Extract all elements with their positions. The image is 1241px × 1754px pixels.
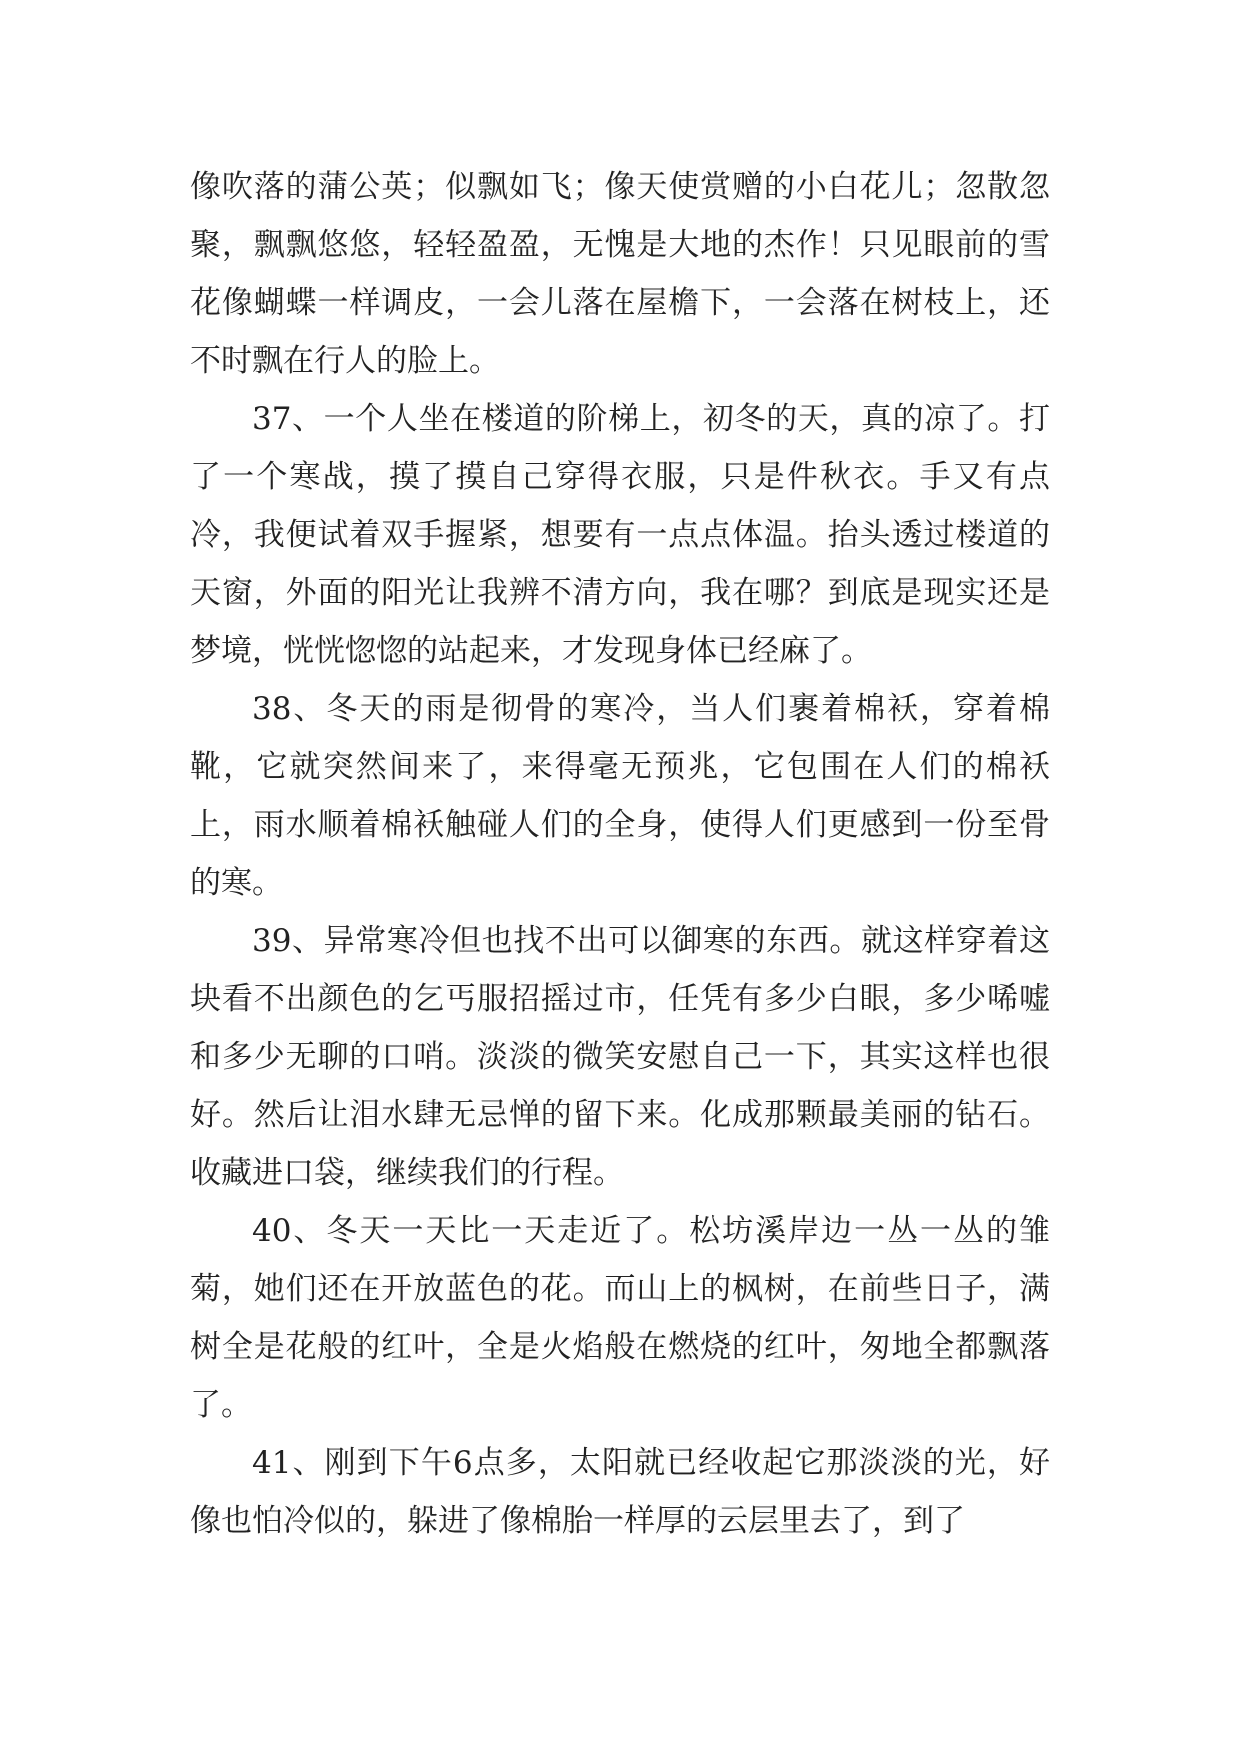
paragraph-38: 38、冬天的雨是彻骨的寒冷，当人们裹着棉袄，穿着棉靴，它就突然间来了，来得毫无预兆，它包围在人们的棉袄上，雨水顺着棉袄触碰人们的全身，使得人们更感到一份至骨的寒。 xyxy=(190,691,1050,901)
paragraph-40: 40、冬天一天比一天走近了。松坊溪岸边一丛一丛的雏菊，她们还在开放蓝色的花。而山上的枫树，在前些日子，满树全是花般的红叶，全是火焰般在燃烧的红叶，匆地全都飘落了。 xyxy=(190,1213,1050,1423)
paragraph-39: 39、异常寒冷但也找不出可以御寒的东西。就这样穿着这块看不出颜色的乞丐服招摇过市，任凭有多少白眼，多少唏嘘和多少无聊的口哨。淡淡的微笑安慰自己一下，其实这样也很好。然后让泪水肆无忌惮的留下来。化成那颗最美丽的钻石。收藏进口袋，继续我们的行程。 xyxy=(190,923,1050,1191)
body-text xyxy=(190,158,1050,1550)
paragraph-37: 37、一个人坐在楼道的阶梯上，初冬的天，真的凉了。打了一个寒战，摸了摸自己穿得衣服，只是件秋衣。手又有点冷，我便试着双手握紧，想要有一点点体温。抬头透过楼道的天窗，外面的阳光让我辨不清方向，我在哪？到底是现实还是梦境，恍恍惚惚的站起来，才发现身体已经麻了。 xyxy=(190,401,1050,669)
paragraph-41: 41、刚到下午6点多，太阳就已经收起它那淡淡的光，好像也怕冷似的，躲进了像棉胎一样厚的云层里去了，到了 xyxy=(190,1445,1050,1539)
paragraph-continued: 像吹落的蒲公英；似飘如飞；像天使赏赠的小白花儿；忽散忽聚，飘飘悠悠，轻轻盈盈，无愧是大地的杰作！只见眼前的雪花像蝴蝶一样调皮，一会儿落在屋檐下，一会落在树枝上，还不时飘在行人的脸上。 xyxy=(190,169,1050,379)
